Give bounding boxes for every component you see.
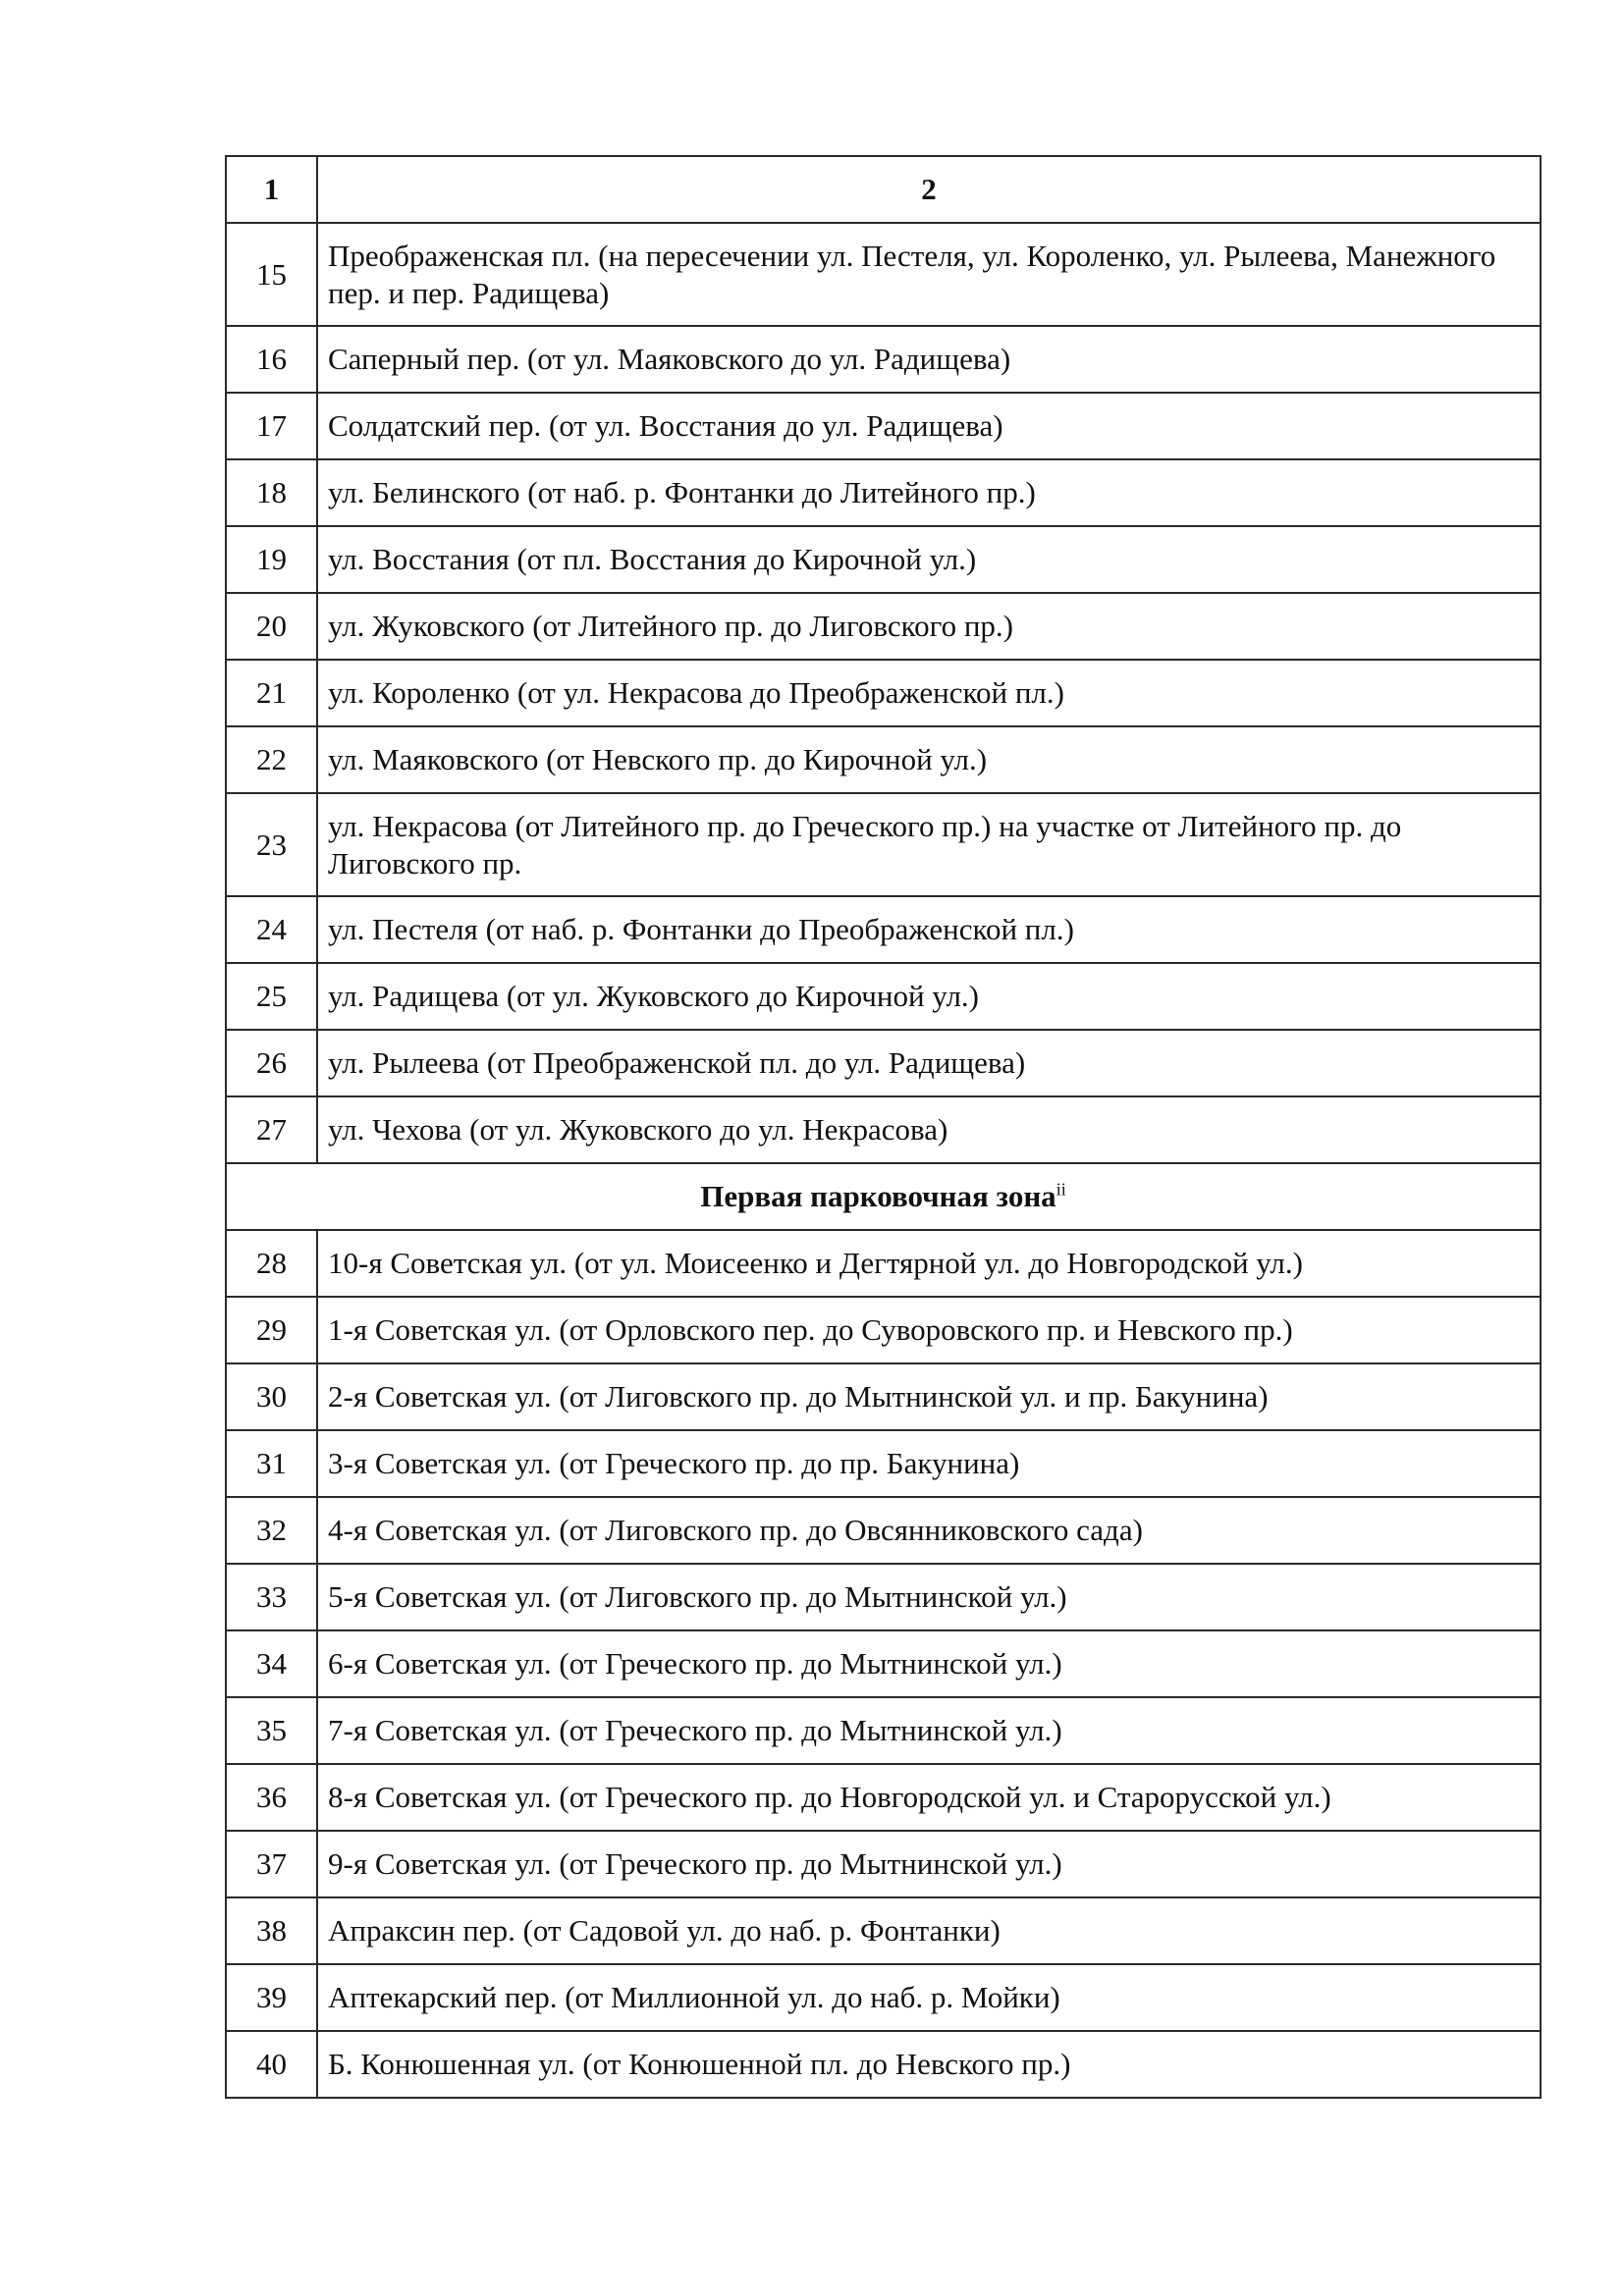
section-header-row [226, 1163, 1541, 1230]
table-row [226, 1897, 1541, 1964]
row-number: 33 [226, 1564, 317, 1630]
row-number: 25 [226, 963, 317, 1030]
row-number: 17 [226, 393, 317, 459]
table-row [226, 896, 1541, 963]
table-row [226, 223, 1541, 326]
table-row [226, 1497, 1541, 1564]
table-row [226, 1096, 1541, 1163]
row-number: 30 [226, 1363, 317, 1430]
table-row [226, 1564, 1541, 1630]
row-description: 8-я Советская ул. (от Греческого пр. до Новгородской ул. и Старорусской ул.) [317, 1764, 1541, 1831]
row-number: 23 [226, 793, 317, 896]
row-number: 19 [226, 526, 317, 593]
table-row [226, 1831, 1541, 1897]
table-row [226, 2031, 1541, 2098]
row-description: ул. Маяковского (от Невского пр. до Кирочной ул.) [317, 726, 1541, 793]
row-number: 28 [226, 1230, 317, 1297]
row-description: 10-я Советская ул. (от ул. Моисеенко и Дегтярной ул. до Новгородской ул.) [317, 1230, 1541, 1297]
row-description: 6-я Советская ул. (от Греческого пр. до Мытнинской ул.) [317, 1630, 1541, 1697]
table-row [226, 660, 1541, 726]
header-col-description: 2 [317, 156, 1541, 223]
row-description: ул. Пестеля (от наб. р. Фонтанки до Преображенской пл.) [317, 896, 1541, 963]
footnote-marker: ii [1056, 1179, 1066, 1200]
row-description: Солдатский пер. (от ул. Восстания до ул. Радищева) [317, 393, 1541, 459]
table-row [226, 1297, 1541, 1363]
row-description: ул. Некрасова (от Литейного пр. до Греческого пр.) на участке от Литейного пр. до Лиговского пр. [317, 793, 1541, 896]
row-description: ул. Рылеева (от Преображенской пл. до ул. Радищева) [317, 1030, 1541, 1096]
row-description: ул. Белинского (от наб. р. Фонтанки до Литейного пр.) [317, 459, 1541, 526]
row-description: 4-я Советская ул. (от Лиговского пр. до Овсянниковского сада) [317, 1497, 1541, 1564]
row-number: 32 [226, 1497, 317, 1564]
table-body [226, 223, 1541, 2098]
section-title: Первая парковочная зона [700, 1179, 1056, 1213]
row-number: 38 [226, 1897, 317, 1964]
row-description: 9-я Советская ул. (от Греческого пр. до Мытнинской ул.) [317, 1831, 1541, 1897]
row-number: 24 [226, 896, 317, 963]
row-number: 39 [226, 1964, 317, 2031]
row-description: 2-я Советская ул. (от Лиговского пр. до Мытнинской ул. и пр. Бакунина) [317, 1363, 1541, 1430]
row-number: 26 [226, 1030, 317, 1096]
row-description: 1-я Советская ул. (от Орловского пер. до Суворовского пр. и Невского пр.) [317, 1297, 1541, 1363]
table-row [226, 459, 1541, 526]
table-row [226, 793, 1541, 896]
row-number: 37 [226, 1831, 317, 1897]
row-number: 27 [226, 1096, 317, 1163]
header-row [226, 156, 1541, 223]
row-description: 3-я Советская ул. (от Греческого пр. до пр. Бакунина) [317, 1430, 1541, 1497]
row-description: ул. Чехова (от ул. Жуковского до ул. Некрасова) [317, 1096, 1541, 1163]
table-row [226, 593, 1541, 660]
table-row [226, 963, 1541, 1030]
table-row [226, 1964, 1541, 2031]
table-row [226, 1430, 1541, 1497]
row-number: 21 [226, 660, 317, 726]
row-number: 36 [226, 1764, 317, 1831]
table-row [226, 1697, 1541, 1764]
row-description: Саперный пер. (от ул. Маяковского до ул. Радищева) [317, 326, 1541, 393]
row-number: 22 [226, 726, 317, 793]
row-description: 7-я Советская ул. (от Греческого пр. до Мытнинской ул.) [317, 1697, 1541, 1764]
table-row [226, 526, 1541, 593]
row-description: ул. Короленко (от ул. Некрасова до Преображенской пл.) [317, 660, 1541, 726]
row-number: 18 [226, 459, 317, 526]
table-row [226, 1230, 1541, 1297]
row-number: 15 [226, 223, 317, 326]
row-description: Б. Конюшенная ул. (от Конюшенной пл. до Невского пр.) [317, 2031, 1541, 2098]
street-list-table [225, 155, 1542, 2099]
table-row [226, 393, 1541, 459]
section-title-cell [226, 1163, 1541, 1230]
table-row [226, 1630, 1541, 1697]
row-number: 34 [226, 1630, 317, 1697]
row-number: 31 [226, 1430, 317, 1497]
row-description: ул. Жуковского (от Литейного пр. до Лиговского пр.) [317, 593, 1541, 660]
row-number: 16 [226, 326, 317, 393]
table-row [226, 1363, 1541, 1430]
header-col-number: 1 [226, 156, 317, 223]
table-row [226, 326, 1541, 393]
row-number: 40 [226, 2031, 317, 2098]
row-description: 5-я Советская ул. (от Лиговского пр. до Мытнинской ул.) [317, 1564, 1541, 1630]
row-number: 35 [226, 1697, 317, 1764]
table-row [226, 726, 1541, 793]
row-number: 29 [226, 1297, 317, 1363]
table-header [226, 156, 1541, 223]
row-description: Аптекарский пер. (от Миллионной ул. до наб. р. Мойки) [317, 1964, 1541, 2031]
row-description: Апраксин пер. (от Садовой ул. до наб. р. Фонтанки) [317, 1897, 1541, 1964]
row-description: ул. Восстания (от пл. Восстания до Кирочной ул.) [317, 526, 1541, 593]
row-description: Преображенская пл. (на пересечении ул. Пестеля, ул. Короленко, ул. Рылеева, Манежного пер. и пер. Радищева) [317, 223, 1541, 326]
row-description: ул. Радищева (от ул. Жуковского до Кирочной ул.) [317, 963, 1541, 1030]
table-row [226, 1764, 1541, 1831]
table-row [226, 1030, 1541, 1096]
row-number: 20 [226, 593, 317, 660]
